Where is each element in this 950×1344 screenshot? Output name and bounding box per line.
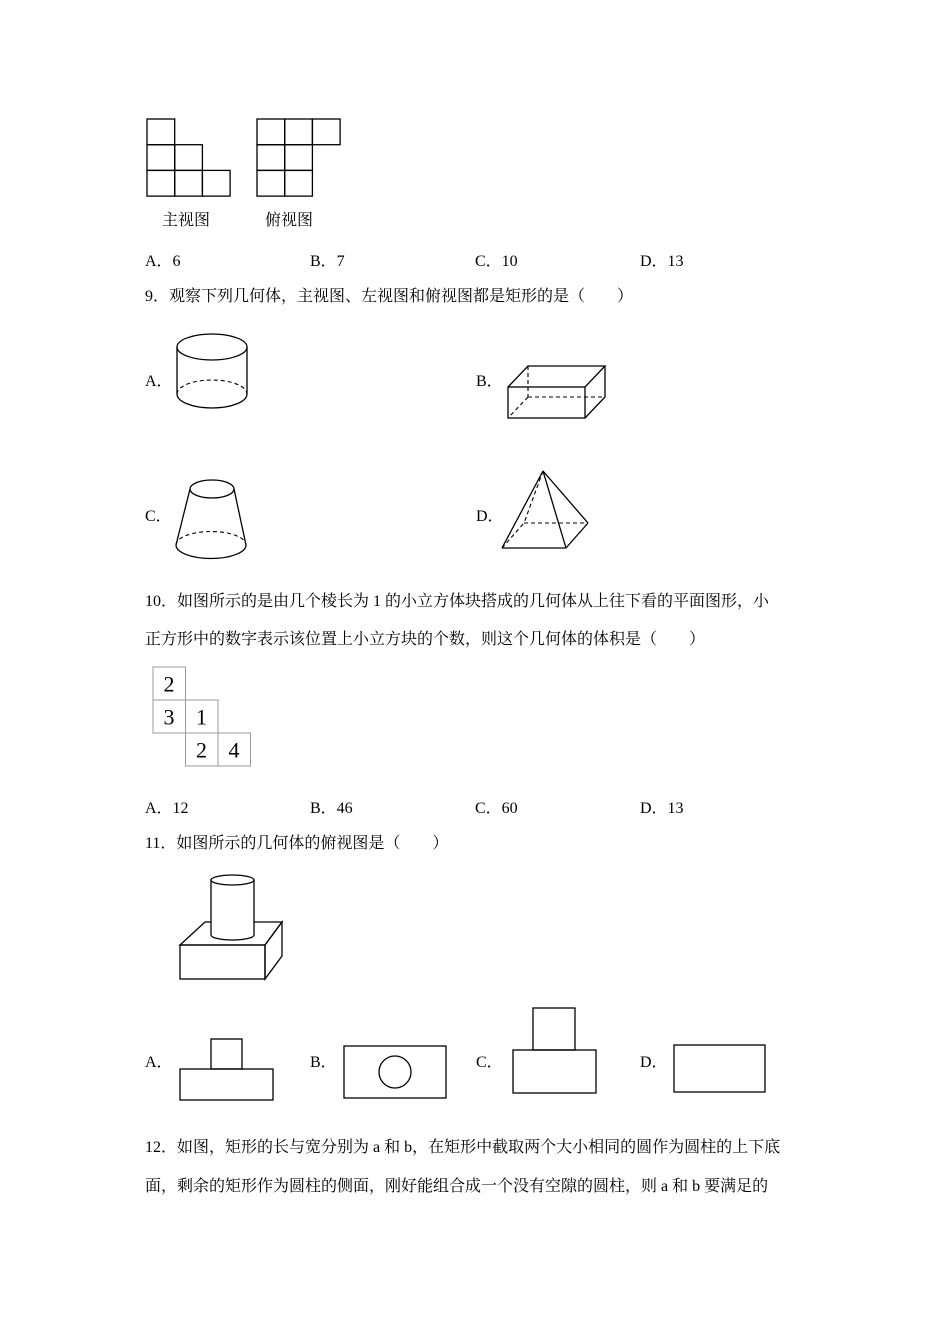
front-view-label: 主视图 bbox=[162, 210, 211, 229]
q9-option-c-frustum bbox=[176, 480, 246, 559]
q9-option-d-pyramid bbox=[502, 471, 588, 548]
top-view-cell bbox=[285, 119, 313, 145]
front-view-cell bbox=[175, 145, 203, 171]
q9-option-c-label: C． bbox=[145, 508, 172, 525]
q10-option-c: C．60 bbox=[475, 800, 518, 817]
cylinder-bottom-front-arc bbox=[177, 394, 247, 408]
grid-cell-number: 2 bbox=[196, 737, 207, 763]
top-view-cell bbox=[257, 170, 285, 196]
pyramid-base-right-edge bbox=[566, 523, 588, 548]
cuboid-front-face bbox=[508, 387, 585, 418]
q11-option-a-figure bbox=[180, 1039, 273, 1100]
box-right-face bbox=[265, 922, 282, 979]
grid-cell-number: 1 bbox=[196, 704, 207, 730]
top-view-cell bbox=[285, 145, 313, 171]
q8-option-b: B．7 bbox=[310, 253, 345, 270]
q11-option-a-label: A． bbox=[145, 1054, 173, 1071]
grid-cell-number: 2 bbox=[163, 671, 175, 697]
cylinder-top-ellipse bbox=[211, 875, 254, 885]
q8-front-view-figure bbox=[147, 119, 230, 196]
q9-option-b-cuboid bbox=[508, 366, 605, 418]
option-b-rectangle bbox=[344, 1046, 446, 1098]
q9-option-d-label: D． bbox=[476, 508, 504, 525]
q11-option-d-label: D． bbox=[640, 1054, 668, 1071]
cuboid-top-face bbox=[508, 366, 605, 387]
q8-option-c: C．10 bbox=[475, 253, 518, 270]
cuboid-hidden-depth-edge bbox=[508, 397, 528, 418]
q11-option-c-label: C． bbox=[476, 1054, 503, 1071]
option-d-rectangle bbox=[674, 1045, 765, 1092]
q11-stem: 11．如图所示的几何体的俯视图是（ ） bbox=[145, 835, 449, 852]
cylinder-body bbox=[211, 880, 254, 940]
q11-option-d-figure bbox=[674, 1045, 765, 1092]
q11-solid-figure bbox=[180, 875, 282, 979]
q11-option-b-label: B． bbox=[310, 1054, 337, 1071]
q9-option-a-cylinder bbox=[177, 334, 247, 408]
q10-option-d: D．13 bbox=[640, 800, 684, 817]
grid-cell-number: 4 bbox=[228, 737, 240, 763]
frustum-bottom-hidden-arc bbox=[176, 532, 246, 546]
q11-option-b-figure bbox=[344, 1046, 446, 1098]
frustum-top-ellipse bbox=[190, 480, 234, 498]
option-c-rectangle bbox=[513, 1050, 596, 1093]
front-view-cell bbox=[202, 170, 230, 196]
pyramid-edge bbox=[543, 471, 588, 523]
q9-option-b-label: B． bbox=[476, 373, 503, 390]
q11-option-c-figure bbox=[513, 1008, 596, 1093]
top-view-label: 俯视图 bbox=[265, 210, 314, 229]
front-view-cell bbox=[147, 170, 175, 196]
grid-cell-number: 3 bbox=[163, 704, 175, 730]
option-a-small-square bbox=[211, 1039, 242, 1069]
q10-stem-line-2: 正方形中的数字表示该位置上小立方块的个数，则这个几何体的体积是（ ） bbox=[145, 631, 706, 648]
front-view-cell bbox=[147, 145, 175, 171]
pyramid-edge bbox=[543, 471, 566, 548]
front-view-cell bbox=[175, 170, 203, 196]
q9-option-a-label: A． bbox=[145, 373, 173, 390]
q8-option-a: A．6 bbox=[145, 253, 181, 270]
pyramid-edge bbox=[502, 471, 543, 548]
top-view-cell bbox=[312, 119, 340, 145]
top-view-cell bbox=[285, 170, 313, 196]
frustum-left-side bbox=[176, 489, 190, 545]
pyramid-hidden-edge bbox=[524, 471, 543, 523]
cylinder-bottom-hidden-arc bbox=[177, 380, 247, 394]
front-view-cell bbox=[147, 119, 175, 145]
q10-option-a: A．12 bbox=[145, 800, 189, 817]
top-view-cell bbox=[257, 119, 285, 145]
q12-stem-line-2: 面，剩余的矩形作为圆柱的侧面，刚好能组合成一个没有空隙的圆柱，则 a 和 b 要满足的 bbox=[145, 1178, 769, 1195]
option-b-circle bbox=[379, 1056, 411, 1088]
cylinder-top-ellipse bbox=[177, 334, 247, 360]
top-view-cell bbox=[257, 145, 285, 171]
q8-top-view-figure bbox=[257, 119, 340, 196]
cuboid-right-face bbox=[585, 366, 605, 418]
q10-stem-line-1: 10．如图所示的是由几个棱长为 1 的小立方体块搭成的几何体从上往下看的平面图形，小 bbox=[145, 593, 770, 610]
q9-stem: 9．观察下列几何体，主视图、左视图和俯视图都是矩形的是（ ） bbox=[145, 288, 634, 305]
option-a-rectangle bbox=[180, 1069, 273, 1100]
frustum-right-side bbox=[234, 489, 246, 545]
q8-option-d: D．13 bbox=[640, 253, 684, 270]
box-front-face bbox=[180, 945, 265, 979]
frustum-bottom-front-arc bbox=[176, 545, 246, 559]
q10-option-b: B．46 bbox=[310, 800, 353, 817]
option-c-small-square bbox=[533, 1008, 575, 1050]
q10-number-grid bbox=[153, 667, 251, 766]
q12-stem-line-1: 12．如图，矩形的长与宽分别为 a 和 b，在矩形中截取两个大小相同的圆作为圆柱的上下底 bbox=[145, 1139, 781, 1156]
